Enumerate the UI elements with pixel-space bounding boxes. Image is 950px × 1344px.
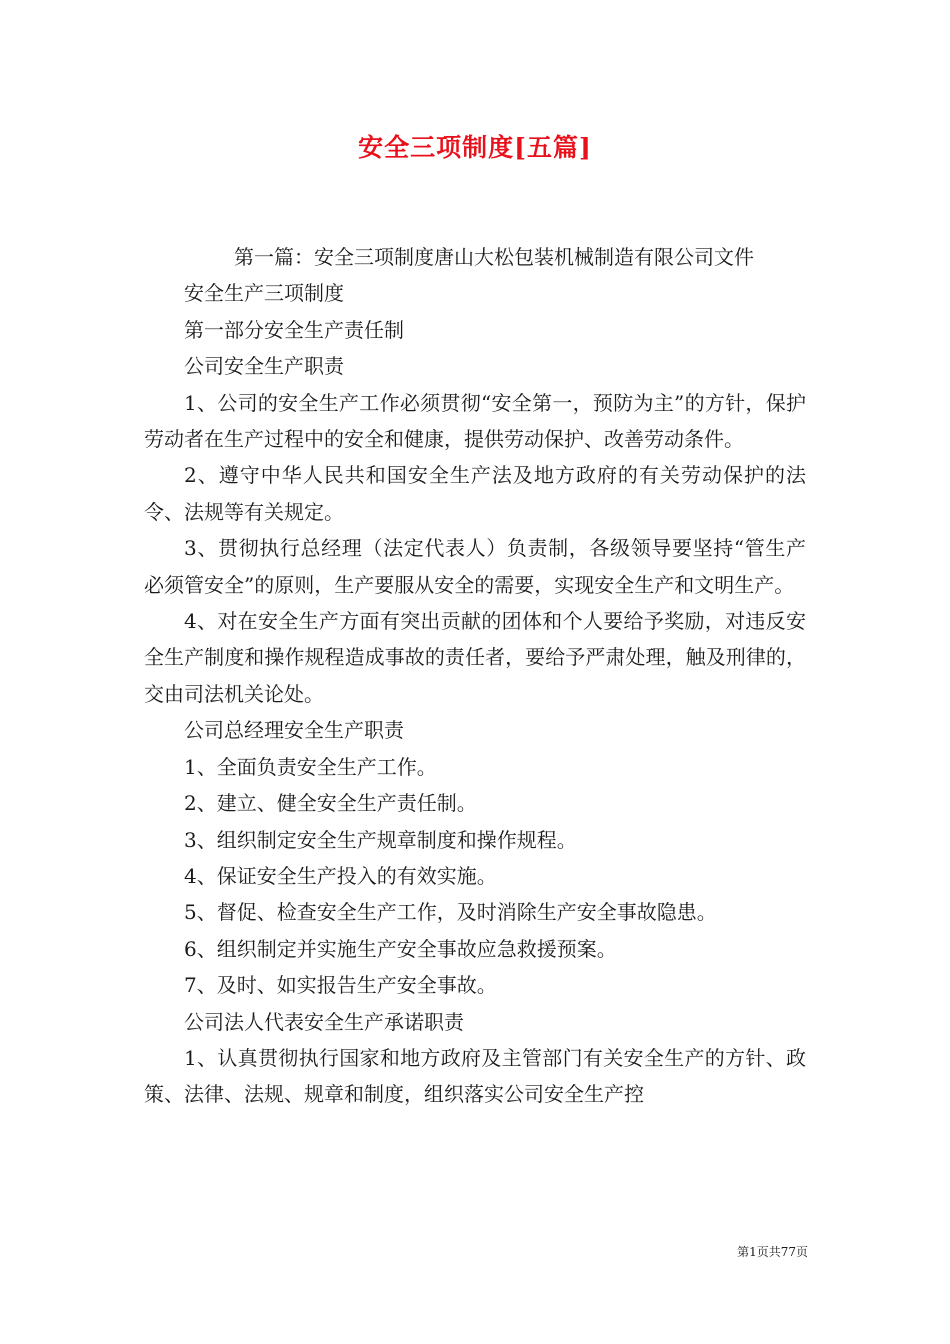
paragraph-7: 3、贯彻执行总经理（法定代表人）负责制，各级领导要坚持“管生产必须管安全”的原则，生产要服从安全的需要，实现安全生产和文明生产。 xyxy=(144,536,806,597)
paragraph-1: 第一篇：安全三项制度唐山大松包装机械制造有限公司文件 xyxy=(234,245,754,269)
paragraph-4: 公司安全生产职责 xyxy=(184,354,344,379)
paragraph-12: 3、组织制定安全生产规章制度和操作规程。 xyxy=(184,827,577,852)
paragraph-3: 第一部分安全生产责任制 xyxy=(184,317,404,342)
paragraph-18: 1、认真贯彻执行国家和地方政府及主管部门有关安全生产的方针、政策、法律、法规、规章和制度，组织落实公司安全生产控 xyxy=(144,1045,806,1107)
paragraph-17: 公司法人代表安全生产承诺职责 xyxy=(184,1009,464,1034)
paragraph-10: 1、全面负责安全生产工作。 xyxy=(184,754,437,779)
page-number: 第1页共77页 xyxy=(737,1245,808,1259)
paragraph-2: 安全生产三项制度 xyxy=(184,281,344,306)
document-body xyxy=(144,239,806,1113)
paragraph-8: 4、对在安全生产方面有突出贡献的团体和个人要给予奖励，对违反安全生产制度和操作规程造成事故的责任者，要给予严肃处理，触及刑律的，交由司法机关论处。 xyxy=(144,609,806,706)
paragraph-6: 2、遵守中华人民共和国安全生产法及地方政府的有关劳动保护的法令、法规等有关规定。 xyxy=(144,463,806,524)
paragraph-13: 4、保证安全生产投入的有效实施。 xyxy=(184,863,497,888)
paragraph-16: 7、及时、如实报告生产安全事故。 xyxy=(184,973,497,998)
paragraph-15: 6、组织制定并实施生产安全事故应急救援预案。 xyxy=(184,936,617,961)
paragraph-11: 2、建立、健全安全生产责任制。 xyxy=(184,791,477,816)
paragraph-9: 公司总经理安全生产职责 xyxy=(184,718,404,743)
paragraph-5: 1、公司的安全生产工作必须贯彻“安全第一，预防为主”的方针，保护劳动者在生产过程中的安全和健康，提供劳动保护、改善劳动条件。 xyxy=(144,390,806,452)
paragraph-14: 5、督促、检查安全生产工作，及时消除生产安全事故隐患。 xyxy=(184,900,717,925)
document-title: 安全三项制度[五篇] xyxy=(358,133,592,162)
